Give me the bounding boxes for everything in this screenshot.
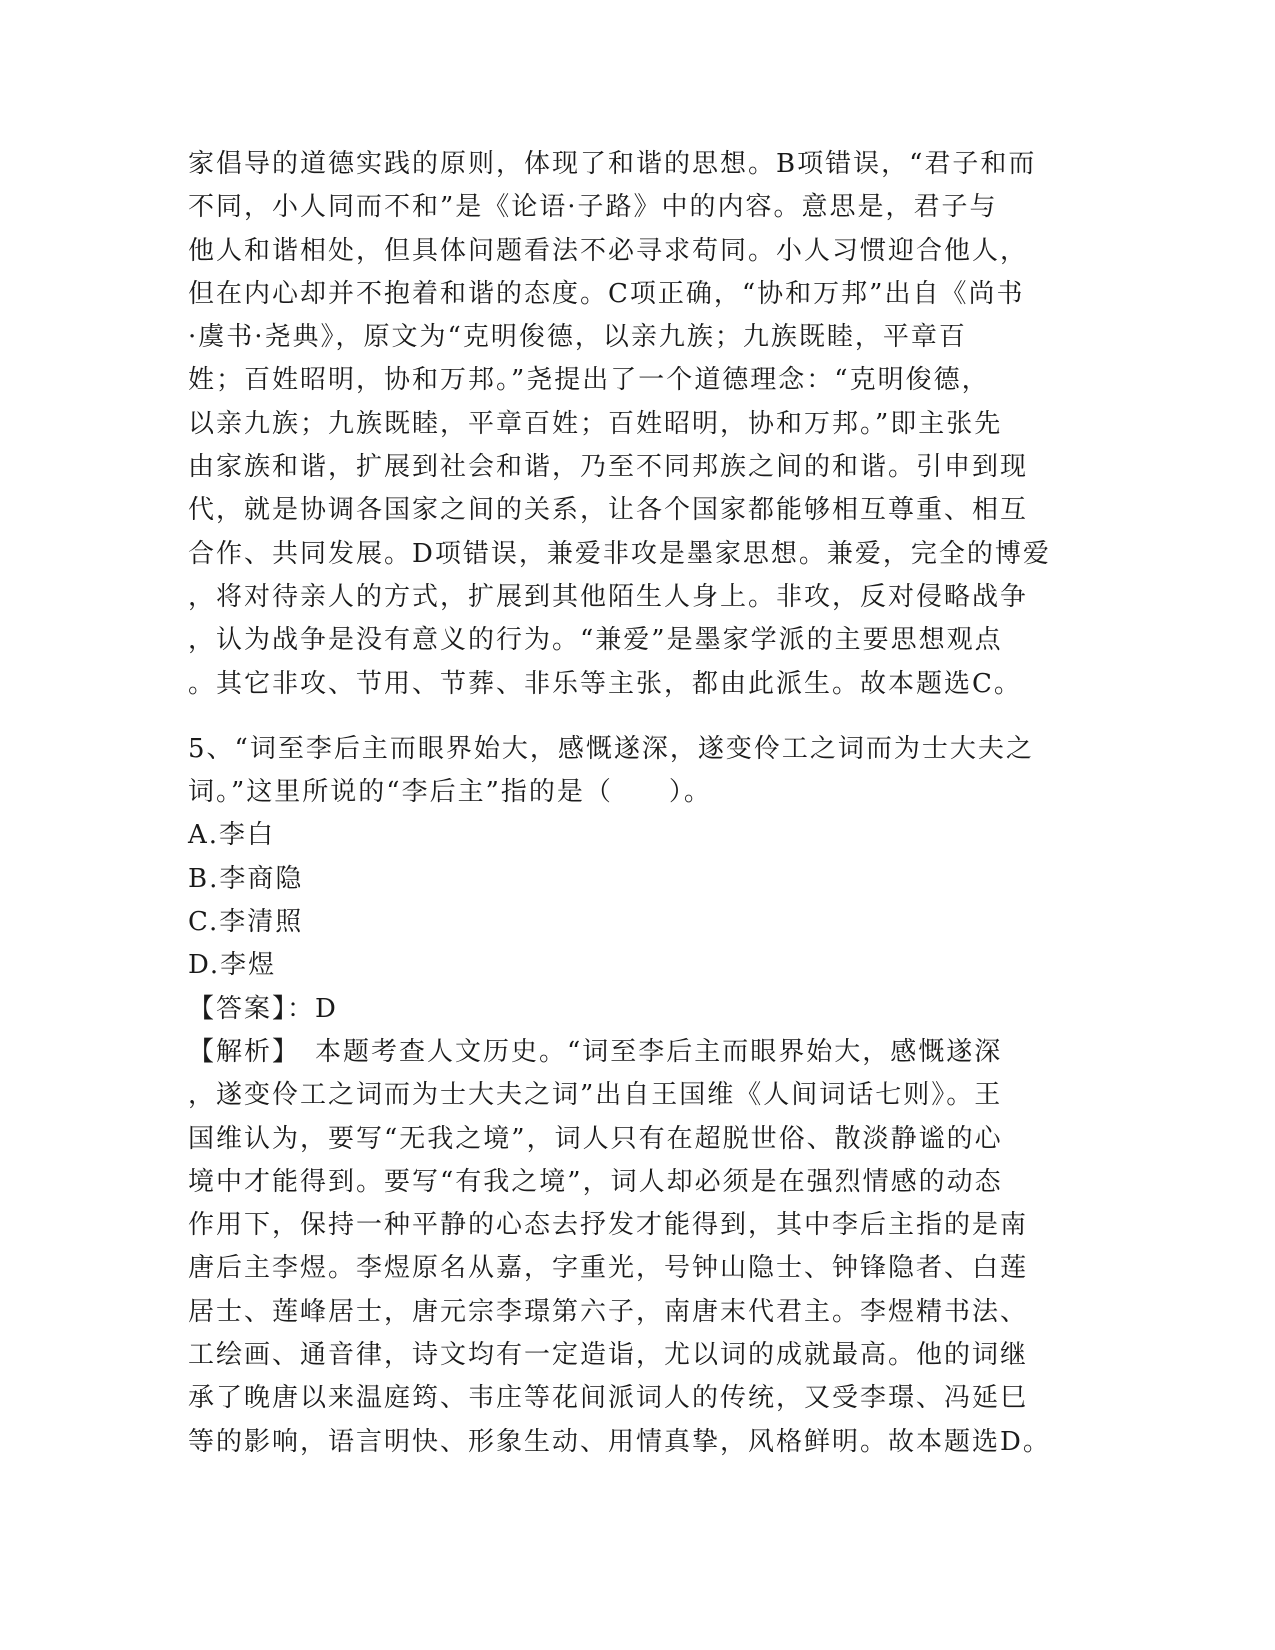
text-line: 不同，小人同而不和”是《论语·子路》中的内容。意思是，君子与: [188, 192, 998, 223]
text-line: ，认为战争是没有意义的行为。“兼爱”是墨家学派的主要思想观点: [188, 625, 1003, 656]
stem-line: 词。”这里所说的“李后主”指的是（ ）。: [188, 777, 712, 808]
text-line: ·虞书·尧典》，原文为“克明俊德，以亲九族；九族既睦，平章百: [188, 322, 967, 353]
question-stem: [188, 728, 1088, 815]
text-line: 家倡导的道德实践的原则，体现了和谐的思想。B项错误，“君子和而: [188, 149, 1037, 179]
text-line: 代，就是协调各国家之间的关系，让各个国家都能够相互尊重、相互: [188, 495, 1029, 526]
option-list: [188, 814, 1088, 987]
analysis-line: 唐后主李煜。李煜原名从嘉，字重光，号钟山隐士、钟锋隐者、白莲: [188, 1253, 1029, 1284]
option-c: C.李清照: [188, 907, 304, 938]
analysis-line: 国维认为，要写“无我之境”，词人只有在超脱世俗、散淡静谧的心: [188, 1123, 1003, 1154]
previous-question-explanation: [188, 143, 1088, 706]
option-a: A.李白: [188, 820, 276, 851]
text-line: ，将对待亲人的方式，扩展到其他陌生人身上。非攻，反对侵略战争: [188, 581, 1029, 612]
stem-line: 5、“词至李后主而眼界始大，感慨遂深，遂变伶工之词而为士大夫之: [188, 733, 1034, 764]
text-line: 合作、共同发展。D项错误，兼爱非攻是墨家思想。兼爱，完全的博爱: [188, 538, 1051, 569]
text-line: 。其它非攻、节用、节葬、非乐等主张，都由此派生。故本题选C。: [188, 668, 1022, 699]
question-5: [188, 728, 1088, 1464]
option-b: B.李商隐: [188, 863, 304, 894]
analysis-line: 承了晚唐以来温庭筠、韦庄等花间派词人的传统，又受李璟、冯延巳: [188, 1383, 1029, 1414]
text-line: 姓；百姓昭明，协和万邦。”尧提出了一个道德理念：“克明俊德，: [188, 365, 990, 396]
analysis-line: 工绘画、通音律，诗文均有一定造诣，尤以词的成就最高。他的词继: [188, 1340, 1029, 1371]
analysis-line: 居士、莲峰居士，唐元宗李璟第六子，南唐末代君主。李煜精书法、: [188, 1296, 1029, 1327]
text-line: 但在内心却并不抱着和谐的态度。C项正确，“协和万邦”出自《尚书: [188, 278, 1025, 309]
text-line: 由家族和谐，扩展到社会和谐，乃至不同邦族之间的和谐。引申到现: [188, 452, 1029, 483]
page-content: [188, 143, 1088, 1464]
answer-line: 【答案】：D: [188, 993, 338, 1024]
text-line: 他人和谐相处，但具体问题看法不必寻求苟同。小人习惯迎合他人，: [188, 235, 1029, 266]
analysis-line: 等的影响，语言明快、形象生动、用情真挚，风格鲜明。故本题选D。: [188, 1426, 1051, 1457]
analysis-line: 【解析】 本题考查人文历史。“词至李后主而眼界始大，感慨遂深: [188, 1036, 1003, 1067]
text-line: 以亲九族；九族既睦，平章百姓；百姓昭明，协和万邦。”即主张先: [188, 408, 1003, 439]
paragraph-gap: [188, 706, 1088, 728]
option-d: D.李煜: [188, 950, 277, 981]
analysis-line: 境中才能得到。要写“有我之境”，词人却必须是在强烈情感的动态: [188, 1166, 1003, 1197]
analysis-line: ，遂变伶工之词而为士大夫之词”出自王国维《人间词话七则》。王: [188, 1080, 1003, 1111]
analysis-line: 作用下，保持一种平静的心态去抒发才能得到，其中李后主指的是南: [188, 1210, 1029, 1241]
analysis: [188, 1031, 1088, 1464]
